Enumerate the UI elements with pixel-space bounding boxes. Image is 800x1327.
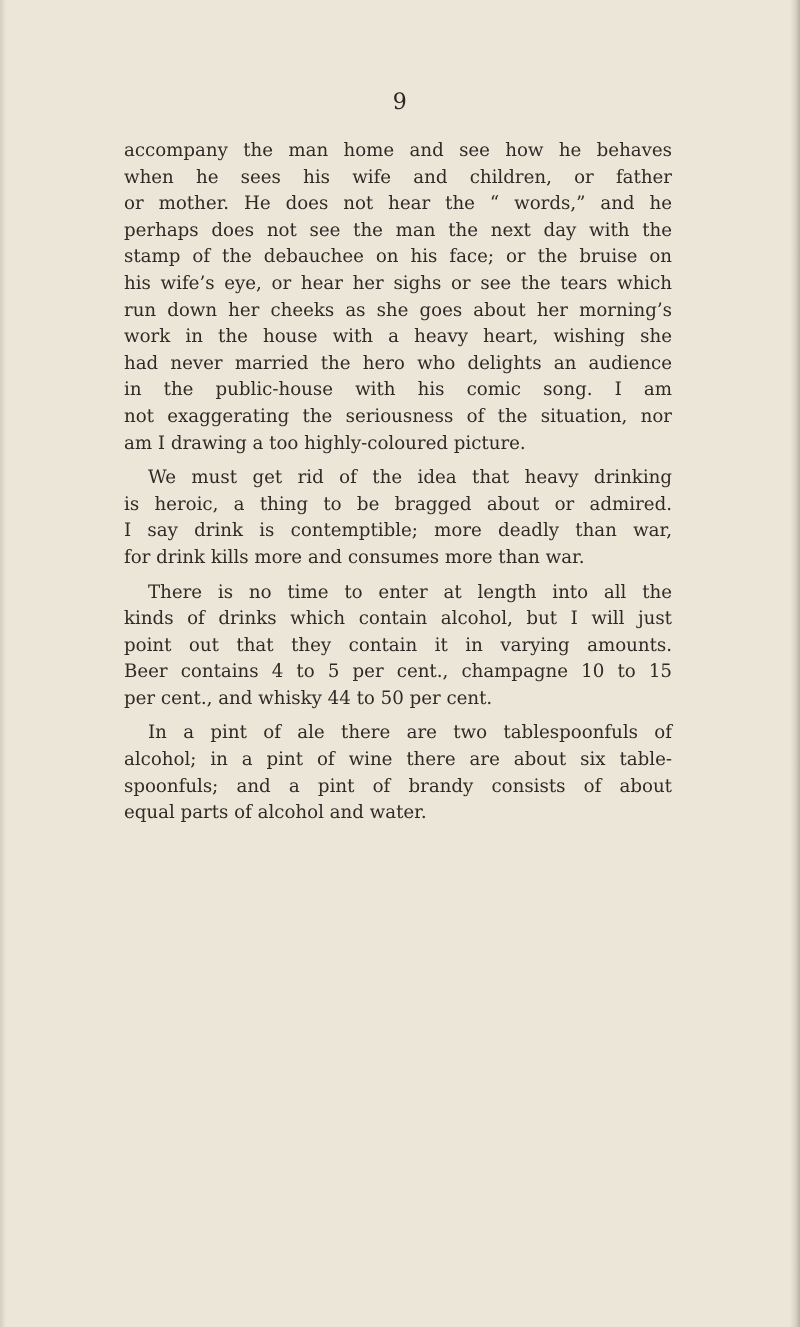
text-line: per cent., and whisky 44 to 50 per cent. <box>124 687 493 709</box>
text-line: I say drink is contemptible; more deadly than war, <box>124 520 672 542</box>
text-line: kinds of drinks which contain alcohol, but I will just <box>124 608 672 630</box>
text-line: equal parts of alcohol and water. <box>124 802 427 824</box>
text-line: In a pint of ale there are two tablespoonfuls of <box>148 722 672 744</box>
paragraph-2 <box>124 465 672 571</box>
text-line: Beer contains 4 to 5 per cent., champagne 10 to 15 <box>124 661 672 683</box>
text-line: work in the house with a heavy heart, wishing she <box>124 326 672 348</box>
text-line: There is no time to enter at length into all the <box>148 581 672 603</box>
text-line: not exaggerating the seriousness of the situation, nor <box>124 405 672 427</box>
text-line: stamp of the debauchee on his face; or the bruise on <box>124 246 672 268</box>
text-line: am I drawing a too highly-coloured picture. <box>124 432 526 454</box>
text-line: perhaps does not see the man the next day with the <box>124 219 672 241</box>
text-line: when he sees his wife and children, or father <box>124 166 672 188</box>
text-line: spoonfuls; and a pint of brandy consists of about <box>124 775 672 797</box>
page-right-edge-shadow <box>790 0 800 1327</box>
paragraph-4 <box>124 720 672 826</box>
paragraph-1 <box>124 138 672 457</box>
text-line: is heroic, a thing to be bragged about or admired. <box>124 493 672 515</box>
page-left-edge-shadow <box>0 0 6 1327</box>
text-line: in the public-house with his comic song. I am <box>124 379 672 401</box>
text-line: or mother. He does not hear the “ words,” and he <box>124 193 672 215</box>
paragraph-3 <box>124 580 672 713</box>
text-line: accompany the man home and see how he behaves <box>124 140 672 161</box>
text-line: his wife’s eye, or hear her sighs or see the tears which <box>124 272 672 294</box>
body-text <box>124 138 672 835</box>
text-line: for drink kills more and consumes more than war. <box>124 546 585 568</box>
text-line: had never married the hero who delights an audience <box>124 352 672 374</box>
text-line: run down her cheeks as she goes about her morning’s <box>124 299 672 321</box>
page-number: 9 <box>392 90 408 115</box>
text-line: point out that they contain it in varying amounts. <box>124 634 672 656</box>
text-line: We must get rid of the idea that heavy drinking <box>148 467 672 489</box>
text-line: alcohol; in a pint of wine there are about six table- <box>124 749 672 771</box>
